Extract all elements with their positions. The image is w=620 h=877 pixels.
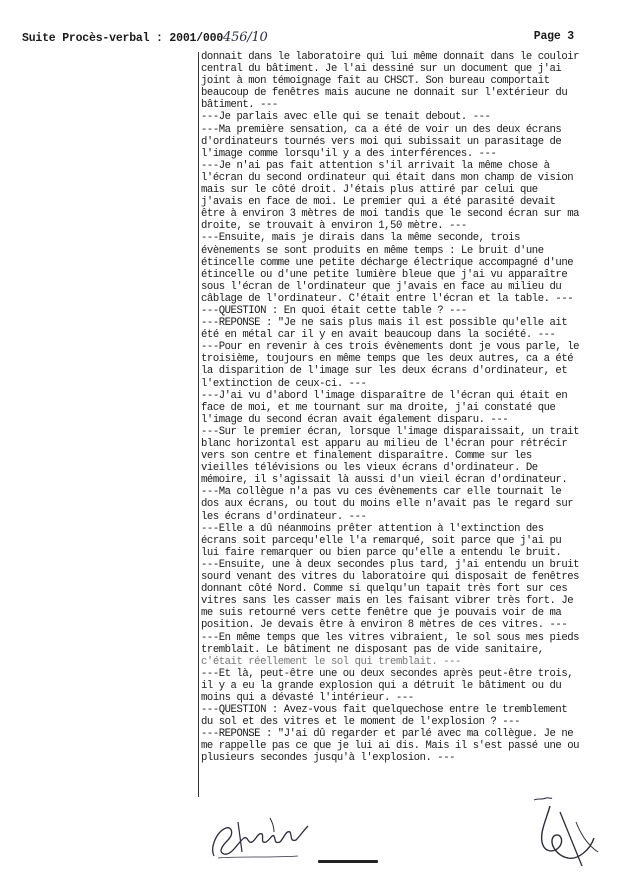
statement-line: troisième, toujours en même temps que les deux autres, ca a été <box>201 353 574 366</box>
statement-line: ---Ensuite, une à deux secondes plus tard, j'ai entendu un bruit <box>201 558 580 571</box>
statement-line: la disparition de l'image sur les deux écrans d'ordinateur, et <box>201 365 568 378</box>
statement-line: ---En même temps que les vitres vibraient, le sol sous mes pieds <box>201 631 580 644</box>
handwritten-pv-number: 456/10 <box>223 30 268 45</box>
statement-line: sous l'écran de l'ordinateur que j'avais en face au milieu du <box>201 280 562 293</box>
statement-line: ---Je parlais avec elle qui se tenait debout. --- <box>201 111 491 124</box>
statement-line: étincelle ou d'une petite lumière bleue que j'ai vu apparaître <box>201 268 568 281</box>
statement-line: été en métal car il y en avait beaucoup dans la société. --- <box>201 329 556 342</box>
statement-line: ---Je n'ai pas fait attention s'il arrivait la même chose à <box>201 159 550 172</box>
statement-line: dos aux écrans, ou tout du moins elle n'avait pas le regard sur <box>201 498 574 511</box>
bottom-scan-mark <box>318 860 378 863</box>
header-reference-label: Suite Procès-verbal : 2001/000 <box>22 32 224 45</box>
statement-line: ---Et là, peut-être une ou deux secondes après peut-être trois, <box>201 667 574 680</box>
statement-line: l'écran du second ordinateur qui était dans mon champ de vision <box>201 171 574 184</box>
statement-line: mémoire, il s'agissait là aussi d'un vieil écran d'ordinateur. <box>201 474 568 487</box>
statement-line: vers son centre et finalement disparaître. Comme sur les <box>201 450 532 463</box>
statement-line: donnait dans le laboratoire qui lui même donnait dans le couloir <box>201 51 580 63</box>
statement-line: du sol et des vitres et le moment de l'explosion ? --- <box>201 716 520 729</box>
statement-line: d'ordinateurs tournés vers moi qui subissait un parasitage de <box>201 135 562 148</box>
statement-line: c'était réellement le sol qui tremblait. --- <box>201 655 461 668</box>
page-number: Page 3 <box>533 30 574 43</box>
statement-line: ---Sur le premier écran, lorsque l'image disparaissait, un trait <box>201 425 580 438</box>
statement-line: ---Ma première sensation, ca a été de voir un des deux écrans <box>201 123 562 136</box>
statement-line: étincelle comme une petite décharge électrique accompagné d'une <box>201 256 574 269</box>
signature-left <box>208 812 313 862</box>
statement-line: bâtiment. --- <box>201 99 278 112</box>
statement-line: beaucoup de fenêtres mais aucune ne donnait sur l'extérieur du <box>201 87 568 100</box>
statement-line: sourd venant des vitres du laboratoire qui disposait de fenêtres <box>201 571 580 584</box>
statement-line: vieilles télévisions ou les vieux écrans d'ordinateur. De <box>201 462 538 475</box>
statement-line: ---Ma collègue n'a pas vu ces évènements car elle tournait le <box>201 486 562 499</box>
header-reference <box>22 30 268 45</box>
statement-line: position. Je devais être à environ 8 mètres de ces vitres. --- <box>201 619 568 632</box>
statement-line: ---REPONSE : "J'ai dû regarder et parlé avec ma collègue. Je ne <box>201 728 574 741</box>
statement-line: tremblait. Le bâtiment ne disposant pas de vide sanitaire, <box>201 643 544 656</box>
statement-line: il y a eu la grande explosion qui a détruit le bâtiment ou du <box>201 679 562 692</box>
statement-line: l'image du second écran avait également disparu. --- <box>201 413 509 426</box>
statement-line: plusieurs secondes jusqu'à l'explosion. --- <box>201 752 456 765</box>
statement-line: me suis retourné vers cette fenêtre que je pouvais voir de ma <box>201 607 562 620</box>
statement-line: moins qui a dévasté l'intérieur. --- <box>201 691 414 704</box>
statement-line: face de moi, et me tournant sur ma droite, j'ai constaté que <box>201 401 556 414</box>
statement-line: ---J'ai vu d'abord l'image disparaître de l'écran qui était en <box>201 389 568 402</box>
statement-line: être à environ 3 mètres de moi tandis que le second écran sur ma <box>201 208 580 221</box>
statement-line: lui faire remarquer ou bien parce qu'elle a entendu le bruit. <box>201 546 562 559</box>
statement-line: mais sur le côté droit. J'étais plus attiré par celui que <box>201 184 538 197</box>
statement-line: ---QUESTION : Avez-vous fait quelquechose entre le tremblement <box>201 704 568 717</box>
statement-line: joint à mon témoignage fait au CHSCT. Son bureau comportait <box>201 75 550 88</box>
signature-right <box>520 792 602 872</box>
statement-line: évènements se sont produits en même temps : Le bruit d'une <box>201 244 544 257</box>
statement-line: câblage de l'ordinateur. C'était entre l'écran et la table. --- <box>201 292 574 305</box>
statement-line: les écrans d'ordinateur. --- <box>201 510 367 523</box>
left-margin-rule <box>198 52 199 797</box>
page-header <box>22 30 598 46</box>
statement-body <box>201 51 601 765</box>
statement-line: ---Pour en revenir à ces trois évènements dont je vous parle, le <box>201 341 580 354</box>
statement-line: écrans soit parcequ'elle l'a remarqué, soit parce que j'ai pu <box>201 534 562 547</box>
statement-line: droite, se trouvait à environ 1,50 mètre. --- <box>201 220 467 233</box>
statement-line: l'extinction de ceux-ci. --- <box>201 377 367 390</box>
statement-line: j'avais en face de moi. Le premier qui a été parasité devait <box>201 196 556 209</box>
statement-line: blanc horizontal est apparu au milieu de l'écran pour rétrécir <box>201 438 568 450</box>
statement-line: ---Elle a dû néanmoins prêter attention à l'extinction des <box>201 522 544 535</box>
statement-line: vitres sans les casser mais en les faisant vibrer très fort. Je <box>201 595 574 608</box>
statement-line: ---QUESTION : En quoi était cette table ? --- <box>201 304 467 317</box>
statement-line: central du bâtiment. Je l'ai dessiné sur un document que j'ai <box>201 63 562 76</box>
statement-line: me rappelle pas ce que je lui ai dis. Mais il s'est passé une ou <box>201 740 580 753</box>
statement-line: donnant côté Nord. Comme si quelqu'un tapait très fort sur ces <box>201 583 568 596</box>
statement-line: ---Ensuite, mais je dirais dans la même seconde, trois <box>201 232 520 245</box>
statement-line: ---REPONSE : "Je ne sais plus mais il est possible qu'elle ait <box>201 317 568 330</box>
statement-line: l'image comme lorsqu'il y a des interférences. --- <box>201 147 497 160</box>
